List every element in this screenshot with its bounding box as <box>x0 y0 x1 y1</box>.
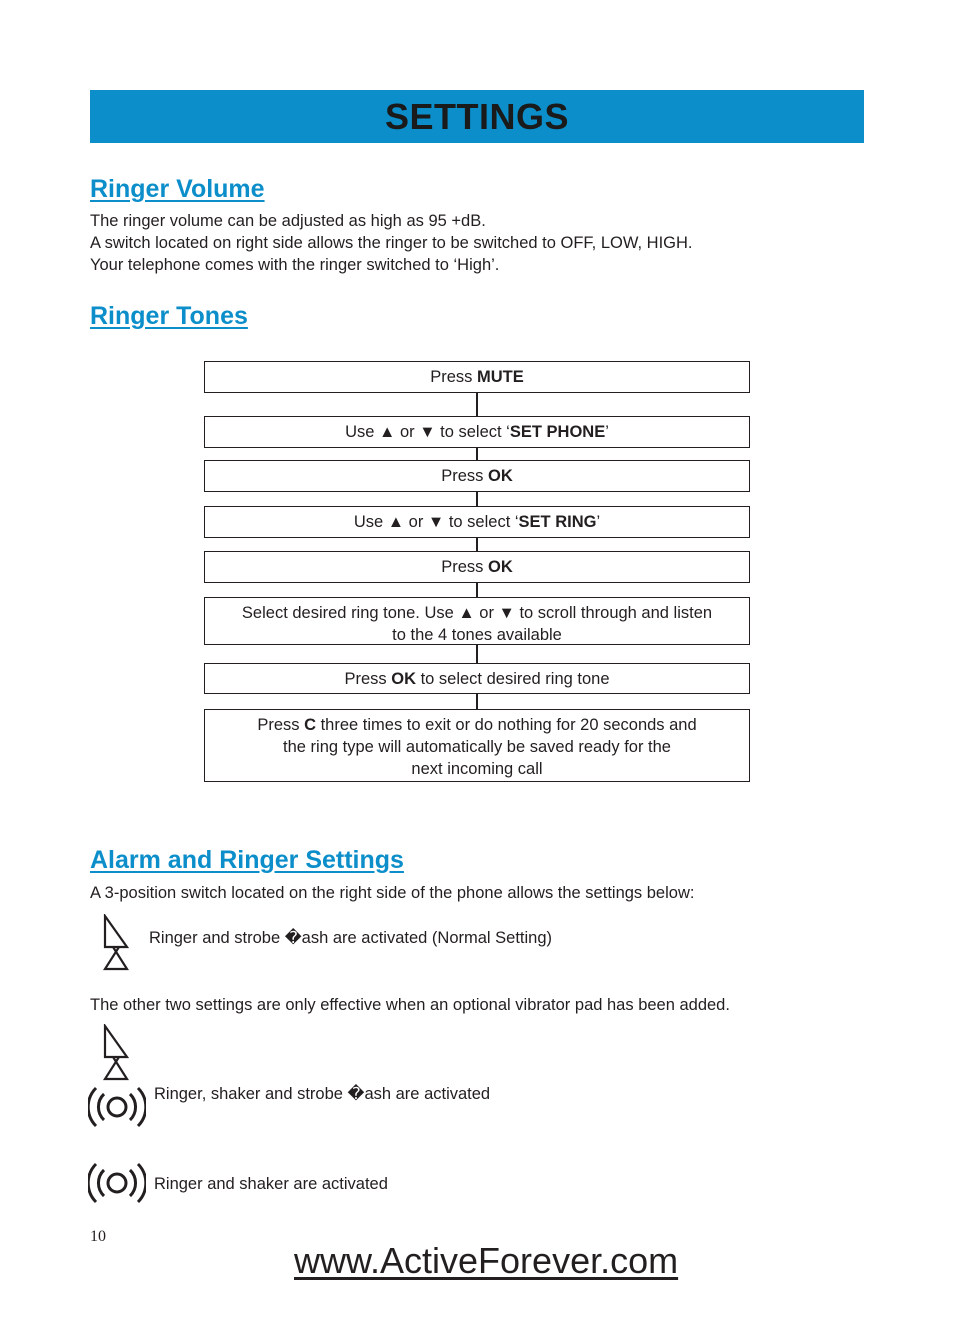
flow-connector <box>476 537 478 552</box>
alarm-settings-heading: Alarm and Ringer Settings <box>90 846 404 874</box>
flow-step-exit: Press C three times to exit or do nothing for 20 seconds and the ring type will automatically be saved ready for the next incoming call <box>204 709 750 782</box>
setting-normal-caption: Ringer and strobe �ash are activated (Normal Setting) <box>149 929 553 947</box>
lightning-flash-icon <box>100 914 132 972</box>
vibration-icon <box>88 1160 146 1206</box>
page-number: 10 <box>90 1228 106 1245</box>
flow-connector <box>476 447 478 460</box>
ringer-volume-line: The ringer volume can be adjusted as high as 95 +dB. <box>90 212 486 230</box>
flow-connector <box>476 693 478 709</box>
optional-vibrator-note: The other two settings are only effective when an optional vibrator pad has been added. <box>90 996 730 1014</box>
flow-step-press-ok: Press OK <box>204 460 750 492</box>
ringer-tones-heading: Ringer Tones <box>90 302 248 330</box>
ringer-volume-line: Your telephone comes with the ringer switched to ‘High’. <box>90 256 500 274</box>
flow-step-press-mute: Press MUTE <box>204 361 750 393</box>
flow-step-select-tone: Select desired ring tone. Use ▲ or ▼ to scroll through and listen to the 4 tones available <box>204 597 750 645</box>
flow-step-select-set-phone: Use ▲ or ▼ to select ‘SET PHONE’ <box>204 416 750 448</box>
flow-connector <box>476 582 478 597</box>
flow-connector <box>476 393 478 416</box>
website-link[interactable]: www.ActiveForever.com <box>294 1240 679 1281</box>
lightning-flash-icon <box>100 1024 132 1082</box>
ringer-volume-heading: Ringer Volume <box>90 175 265 203</box>
setting-shaker-strobe-caption: Ringer, shaker and strobe �ash are activated <box>154 1085 491 1103</box>
ringer-volume-text <box>90 210 693 276</box>
flow-connector <box>476 644 478 663</box>
title-banner <box>90 90 864 143</box>
ringer-volume-line: A switch located on right side allows the ringer to be switched to OFF, LOW, HIGH. <box>90 234 693 252</box>
flow-step-press-ok: Press OK <box>204 551 750 583</box>
alarm-settings-intro: A 3-position switch located on the right side of the phone allows the settings below: <box>90 884 695 902</box>
flow-step-press-ok-select: Press OK to select desired ring tone <box>204 663 750 694</box>
page-title: SETTINGS <box>384 95 570 137</box>
vibration-icon <box>88 1084 146 1130</box>
setting-shaker-caption: Ringer and shaker are activated <box>154 1175 388 1193</box>
flow-step-select-set-ring: Use ▲ or ▼ to select ‘SET RING’ <box>204 506 750 538</box>
flow-connector <box>476 491 478 506</box>
